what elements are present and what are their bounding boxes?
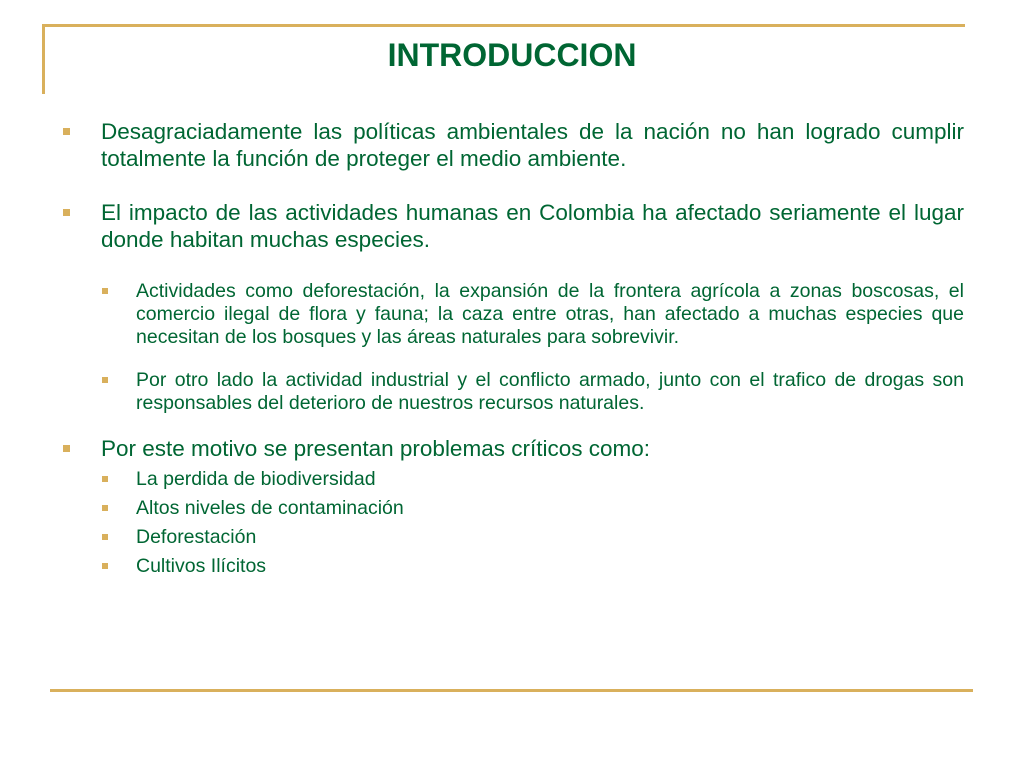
square-bullet-icon	[102, 476, 108, 482]
frame-top-line	[42, 24, 965, 27]
bullet-text: Por este motivo se presentan problemas críticos como:	[101, 436, 650, 461]
bullet-item	[62, 435, 964, 462]
sub-bullet-text: Por otro lado la actividad industrial y el conflicto armado, junto con el trafico de drogas son responsables del deterioro de nuestros recursos naturales.	[136, 369, 964, 414]
sub-bullet-text: Actividades como deforestación, la expansión de la frontera agrícola a zonas boscosas, el comercio ilegal de flora y fauna; la caza entre otras, han afectado a muchas especies que necesitan de los bosques y las áreas naturales para sobrevivir.	[136, 280, 964, 348]
square-bullet-icon	[102, 288, 108, 294]
sub-bullet-item	[100, 497, 964, 520]
square-bullet-icon	[102, 505, 108, 511]
bullet-text: El impacto de las actividades humanas en Colombia ha afectado seriamente el lugar donde habitan muchas especies.	[101, 200, 964, 252]
sub-bullet-text: Deforestación	[136, 526, 257, 548]
square-bullet-icon	[102, 563, 108, 569]
bullet-item	[62, 118, 964, 172]
slide-content	[62, 118, 964, 578]
square-bullet-icon	[102, 534, 108, 540]
bullet-text: Desagraciadamente las políticas ambientales de la nación no han logrado cumplir totalmente la función de proteger el medio ambiente.	[101, 119, 964, 171]
square-bullet-icon	[63, 128, 70, 135]
sub-bullet-text: Cultivos Ilícitos	[136, 555, 267, 577]
sub-bullet-text: La perdida de biodiversidad	[136, 468, 376, 490]
sub-bullet-item	[100, 369, 964, 415]
sub-bullet-text: Altos niveles de contaminación	[136, 497, 404, 519]
sub-bullet-item	[100, 526, 964, 549]
square-bullet-icon	[102, 377, 108, 383]
sub-bullet-item	[100, 468, 964, 491]
sub-bullet-item	[100, 555, 964, 578]
slide-title: INTRODUCCION	[387, 37, 637, 73]
square-bullet-icon	[63, 445, 70, 452]
bullet-item	[62, 199, 964, 253]
square-bullet-icon	[63, 209, 70, 216]
sub-bullet-item	[100, 280, 964, 349]
frame-bottom-line	[50, 689, 973, 692]
